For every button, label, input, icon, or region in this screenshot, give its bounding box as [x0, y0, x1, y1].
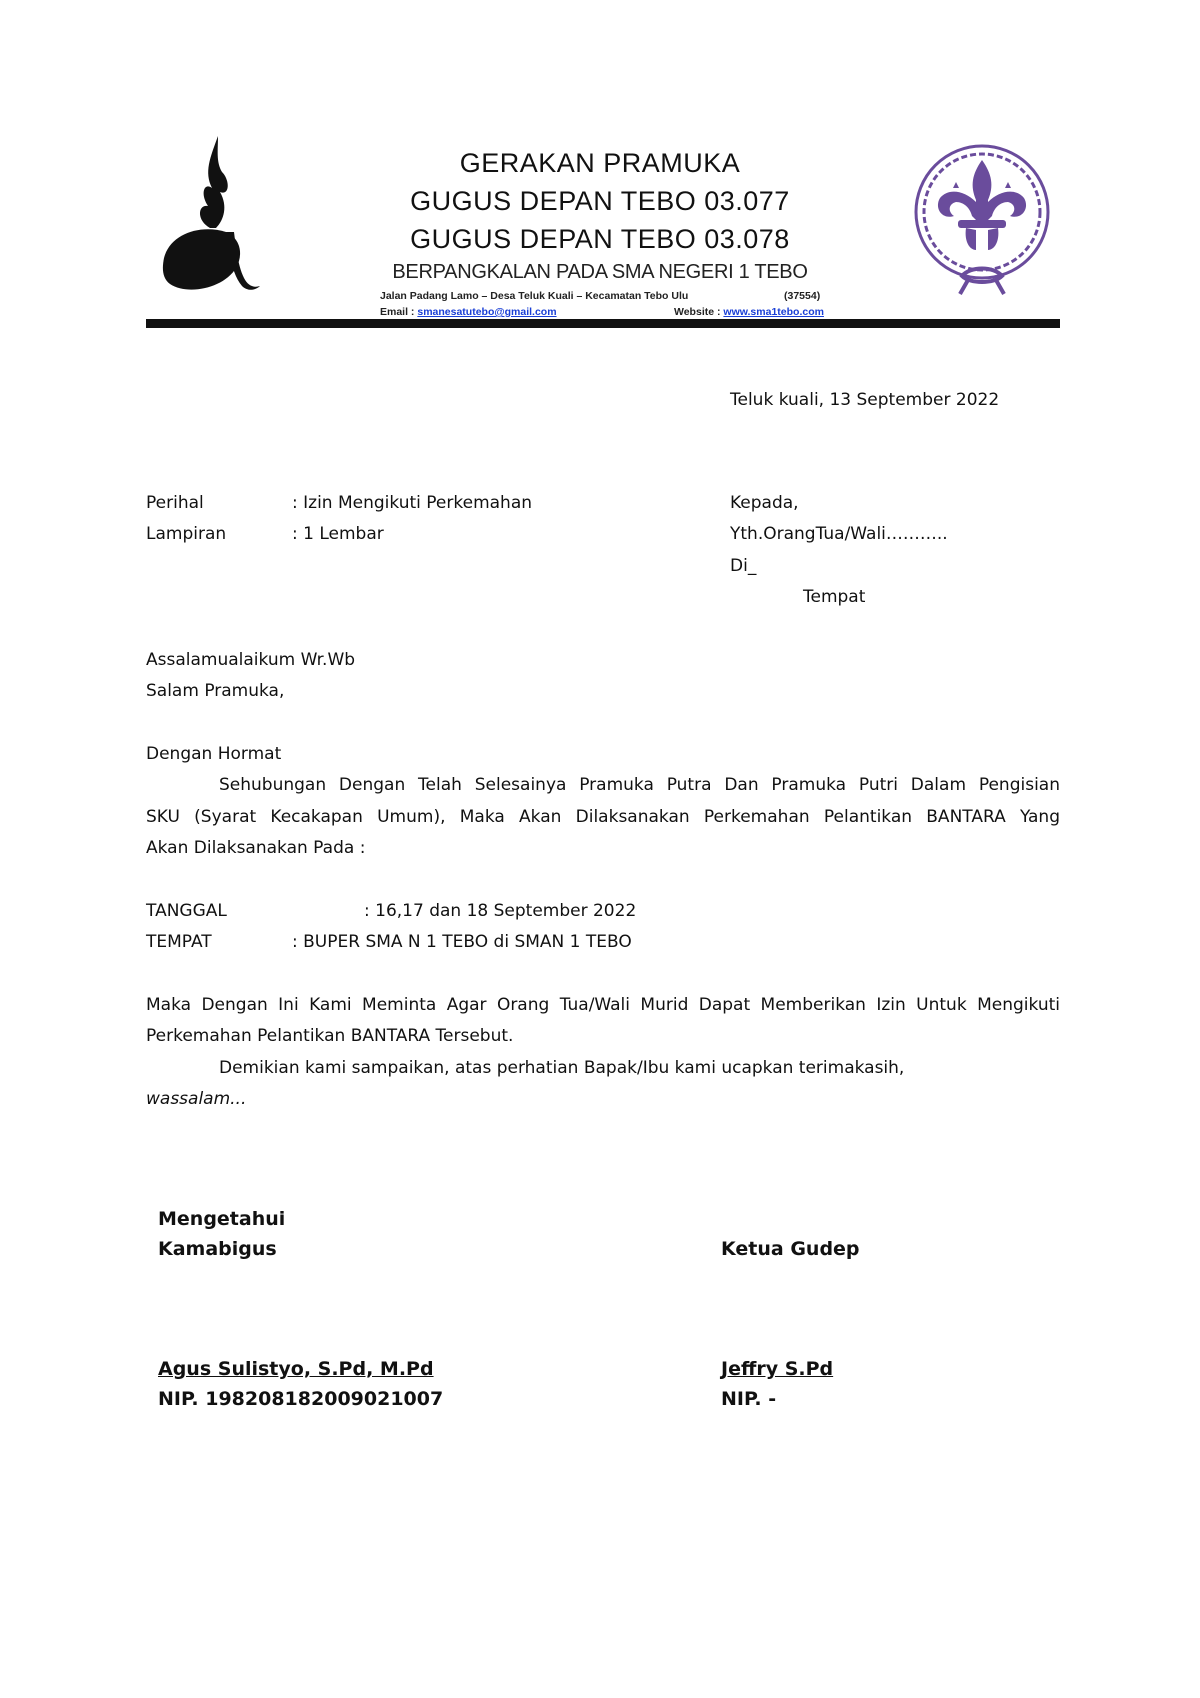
- gudep-title-2: GUGUS DEPAN TEBO 03.078: [410, 224, 790, 254]
- recipient-yth: Yth.OrangTua/Wali………..: [730, 524, 948, 544]
- tempat-value: : BUPER SMA N 1 TEBO di SMAN 1 TEBO: [292, 932, 632, 952]
- paragraph2-line2: Perkemahan Pelantikan BANTARA Tersebut.: [146, 1026, 514, 1046]
- lampiran-value: : 1 Lembar: [292, 524, 384, 544]
- recipient-kepada: Kepada,: [730, 493, 799, 513]
- paragraph1-line3: Akan Dilaksanakan Pada :: [146, 838, 366, 858]
- paragraph2-line1: Maka Dengan Ini Kami Meminta Agar Orang Tua/Wali Murid Dapat Memberikan Izin Untuk Mengikuti: [146, 995, 1060, 1015]
- sig-left-nip: NIP. 198208182009021007: [158, 1388, 444, 1410]
- paragraph1-line2: SKU (Syarat Kecakapan Umum), Maka Akan Dilaksanakan Perkemahan Pelantikan BANTARA Yang: [146, 807, 1060, 827]
- header-divider: [146, 319, 1060, 328]
- closing-wassalam: wassalam...: [146, 1089, 247, 1109]
- lampiran-label: Lampiran: [146, 524, 227, 544]
- sig-right-nip: NIP. -: [721, 1388, 777, 1410]
- sig-right-title: Ketua Gudep: [721, 1238, 860, 1260]
- sig-left-title2: Kamabigus: [158, 1238, 277, 1260]
- fleur-de-lis-scout-emblem-icon: [908, 142, 1056, 304]
- opening-hormat: Dengan Hormat: [146, 744, 282, 764]
- perihal-value: : Izin Mengikuti Perkemahan: [292, 493, 533, 513]
- greeting-salam: Assalamualaikum Wr.Wb: [146, 650, 356, 670]
- website-line: [674, 306, 824, 318]
- date-line: Teluk kuali, 13 September 2022: [730, 390, 1000, 410]
- sig-left-title1: Mengetahui: [158, 1208, 286, 1230]
- recipient-tempat: Tempat: [803, 587, 866, 607]
- tanggal-value: : 16,17 dan 18 September 2022: [364, 901, 637, 921]
- perihal-label: Perihal: [146, 493, 204, 513]
- paragraph2-line3: Demikian kami sampaikan, atas perhatian Bapak/Ibu kami ucapkan terimakasih,: [219, 1058, 905, 1078]
- address-text: Jalan Padang Lamo – Desa Teluk Kuali – Kecamatan Tebo Ulu: [380, 290, 689, 302]
- tempat-label: TEMPAT: [146, 932, 212, 952]
- sig-right-name: Jeffry S.Pd: [721, 1358, 834, 1380]
- gudep-title-1: GUGUS DEPAN TEBO 03.077: [410, 186, 790, 216]
- greeting-pramuka: Salam Pramuka,: [146, 681, 285, 701]
- paragraph1-line1: Sehubungan Dengan Telah Selesainya Pramuka Putra Dan Pramuka Putri Dalam Pengisian: [219, 775, 1060, 795]
- tanggal-label: TANGGAL: [146, 901, 227, 921]
- website-label: Website :: [674, 306, 721, 318]
- postal-code: (37554): [784, 290, 821, 302]
- base-subtitle: BERPANGKALAN PADA SMA NEGERI 1 TEBO: [392, 261, 808, 283]
- email-label: Email :: [380, 306, 415, 318]
- email-link[interactable]: smanesatutebo@gmail.com: [417, 306, 557, 318]
- recipient-di: Di_: [730, 556, 757, 576]
- address-line: [380, 290, 688, 302]
- tunas-kelapa-icon: [160, 136, 270, 300]
- email-line: [380, 306, 557, 318]
- sig-left-name: Agus Sulistyo, S.Pd, M.Pd: [158, 1358, 434, 1380]
- website-link[interactable]: www.sma1tebo.com: [723, 306, 824, 318]
- org-title: GERAKAN PRAMUKA: [459, 148, 741, 178]
